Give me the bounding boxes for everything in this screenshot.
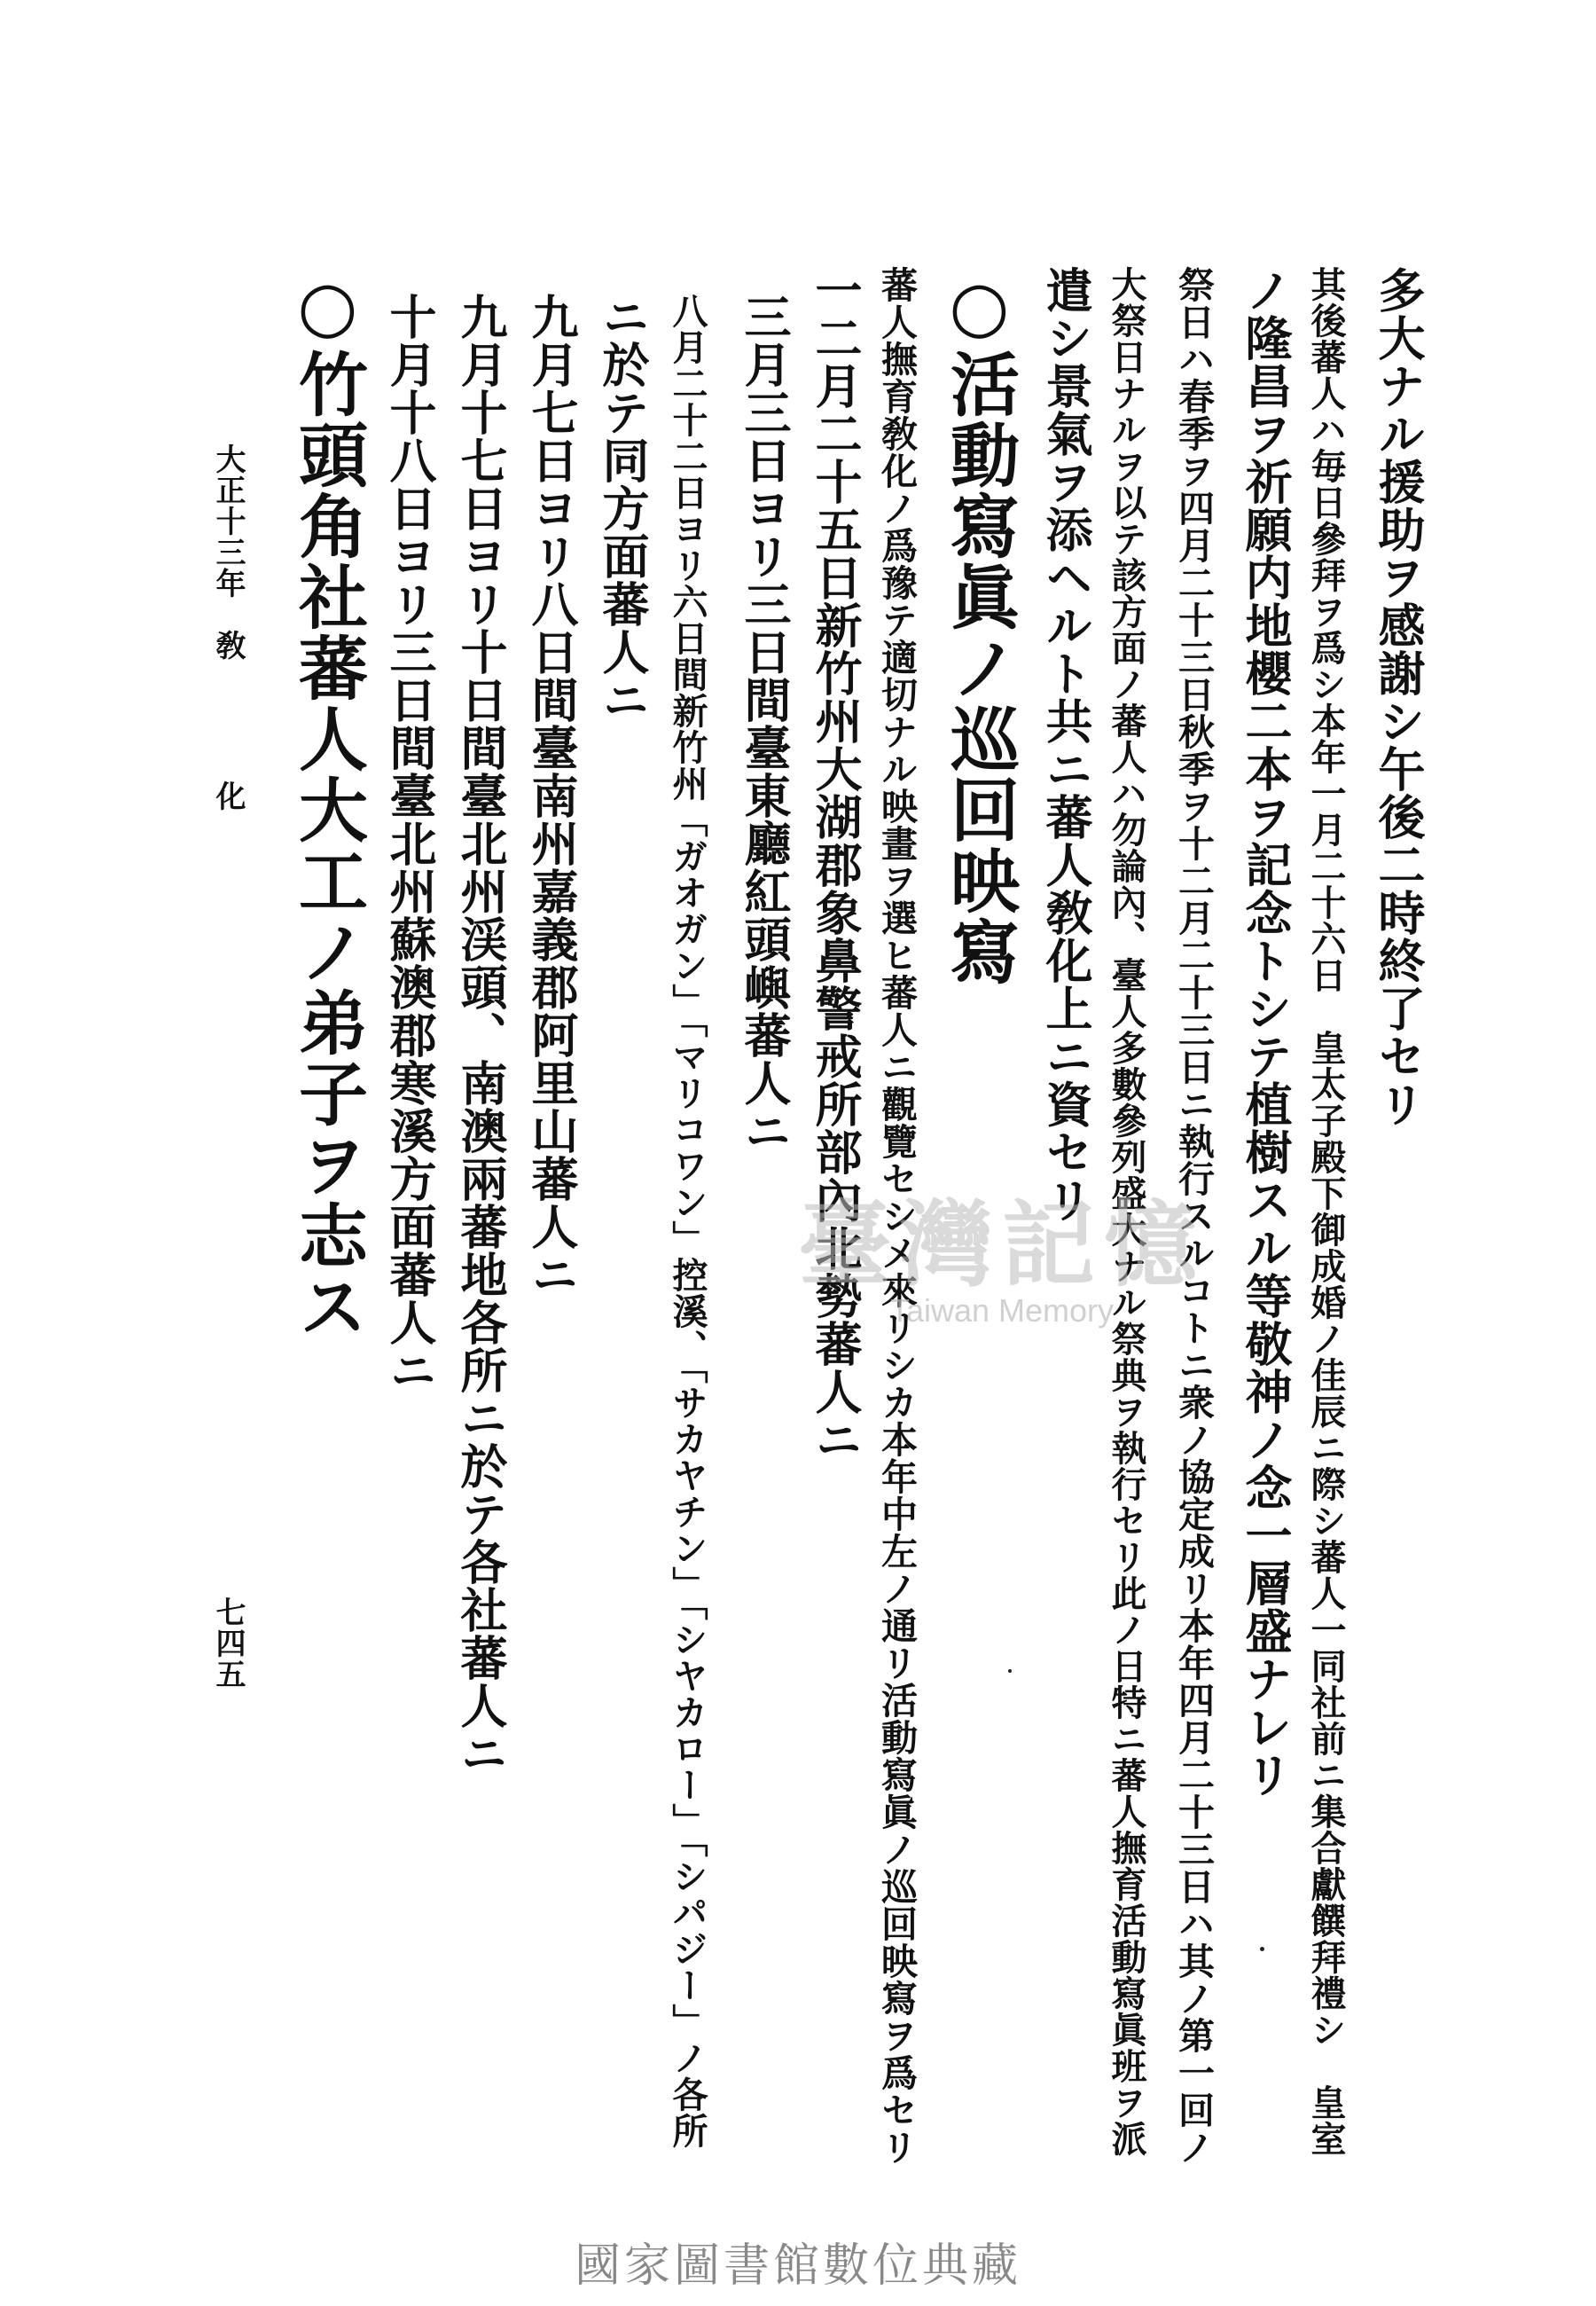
page-number: 七四五 [210, 1596, 246, 1690]
running-header-left: 大正十三年 敎 [210, 443, 246, 661]
text-column-2: 其後蕃人ハ毎日參拜ヲ爲シ本年一月二十六日 皇太子殿下御成婚ノ佳辰ニ際シ蕃人一同社前ニ集合獻饌拜禮シ 皇室 [1305, 266, 1347, 2157]
text-column-6: 遣シ景氣ヲ添ヘルト共ニ蕃人敎化上ニ資セリ [1038, 266, 1093, 1224]
text-column-4: 祭日ハ春季ヲ四月二十三日秋季ヲ十二月二十三日ニ執行スルコトニ衆ノ協定成リ本年四月二十三日ハ其ノ第一回ノ [1172, 266, 1215, 2166]
watermark-chinese: 臺灣記憶 [798, 1189, 1207, 1299]
text-column-10: 三月三日ヨリ三日間臺東廳紅頭嶼蕃人ニ [737, 293, 792, 1155]
ink-speck [1008, 1669, 1012, 1673]
section-heading-carpenter: ○竹頭角社蕃人大工ノ弟子ヲ志ス [287, 266, 368, 1342]
ink-speck [1260, 1947, 1264, 1951]
text-column-12: ニ於テ同方面蕃人ニ [595, 293, 650, 724]
running-header-right: 化 [210, 780, 246, 812]
text-column-3: ノ隆昌ヲ祈願内地櫻二本ヲ記念トシテ植樹スル等敬神ノ念一層盛ナレリ [1238, 266, 1293, 1799]
text-column-14: 九月十七日ヨリ十日間臺北州渓頭、南澳兩蕃地各所ニ於テ各社蕃人ニ [453, 293, 508, 1777]
text-column-15: 十月十八日ヨリ三日間臺北州蘇澳郡寒溪方面蕃人ニ [382, 293, 437, 1394]
section-heading-movies: ○活動寫眞ノ巡回映寫 [939, 266, 1020, 987]
footer-archive-label: 國家圖書館數位典藏 [574, 2239, 1021, 2293]
text-column-8: 蕃人撫育敎化ノ爲豫テ適切ナル映畫ヲ選ヒ蕃人ニ觀覽セシメ來リシカ本年中左ノ通リ活動寫眞ノ巡回映寫ヲ爲セリ [875, 266, 918, 2166]
text-column-9: 一二月二十五日新竹州大湖郡象鼻警戒所部內北勢蕃人ニ [808, 266, 863, 1463]
text-column-13: 九月七日ヨリ八日間臺南州嘉義郡阿里山蕃人ニ [524, 293, 579, 1298]
text-column-5: 大祭日ナルヲ以テ該方面ノ蕃人ハ勿論內、臺人多數參列盛大ナル祭典ヲ執行セリ此ノ日特ニ蕃人撫育活動寫眞班ヲ派 [1106, 266, 1147, 2157]
watermark-english: Taiwan Memory [889, 1292, 1115, 1329]
text-column-1: 多大ナル援助ヲ感謝シ午後二時終了セリ [1371, 266, 1426, 1128]
text-column-11: 八月二十二日ヨリ六日間新竹州「ガオガン」「マリコワン」控溪、「サカヤチン」「シヤカロー」「シパジー」ノ各所 [667, 293, 708, 2149]
